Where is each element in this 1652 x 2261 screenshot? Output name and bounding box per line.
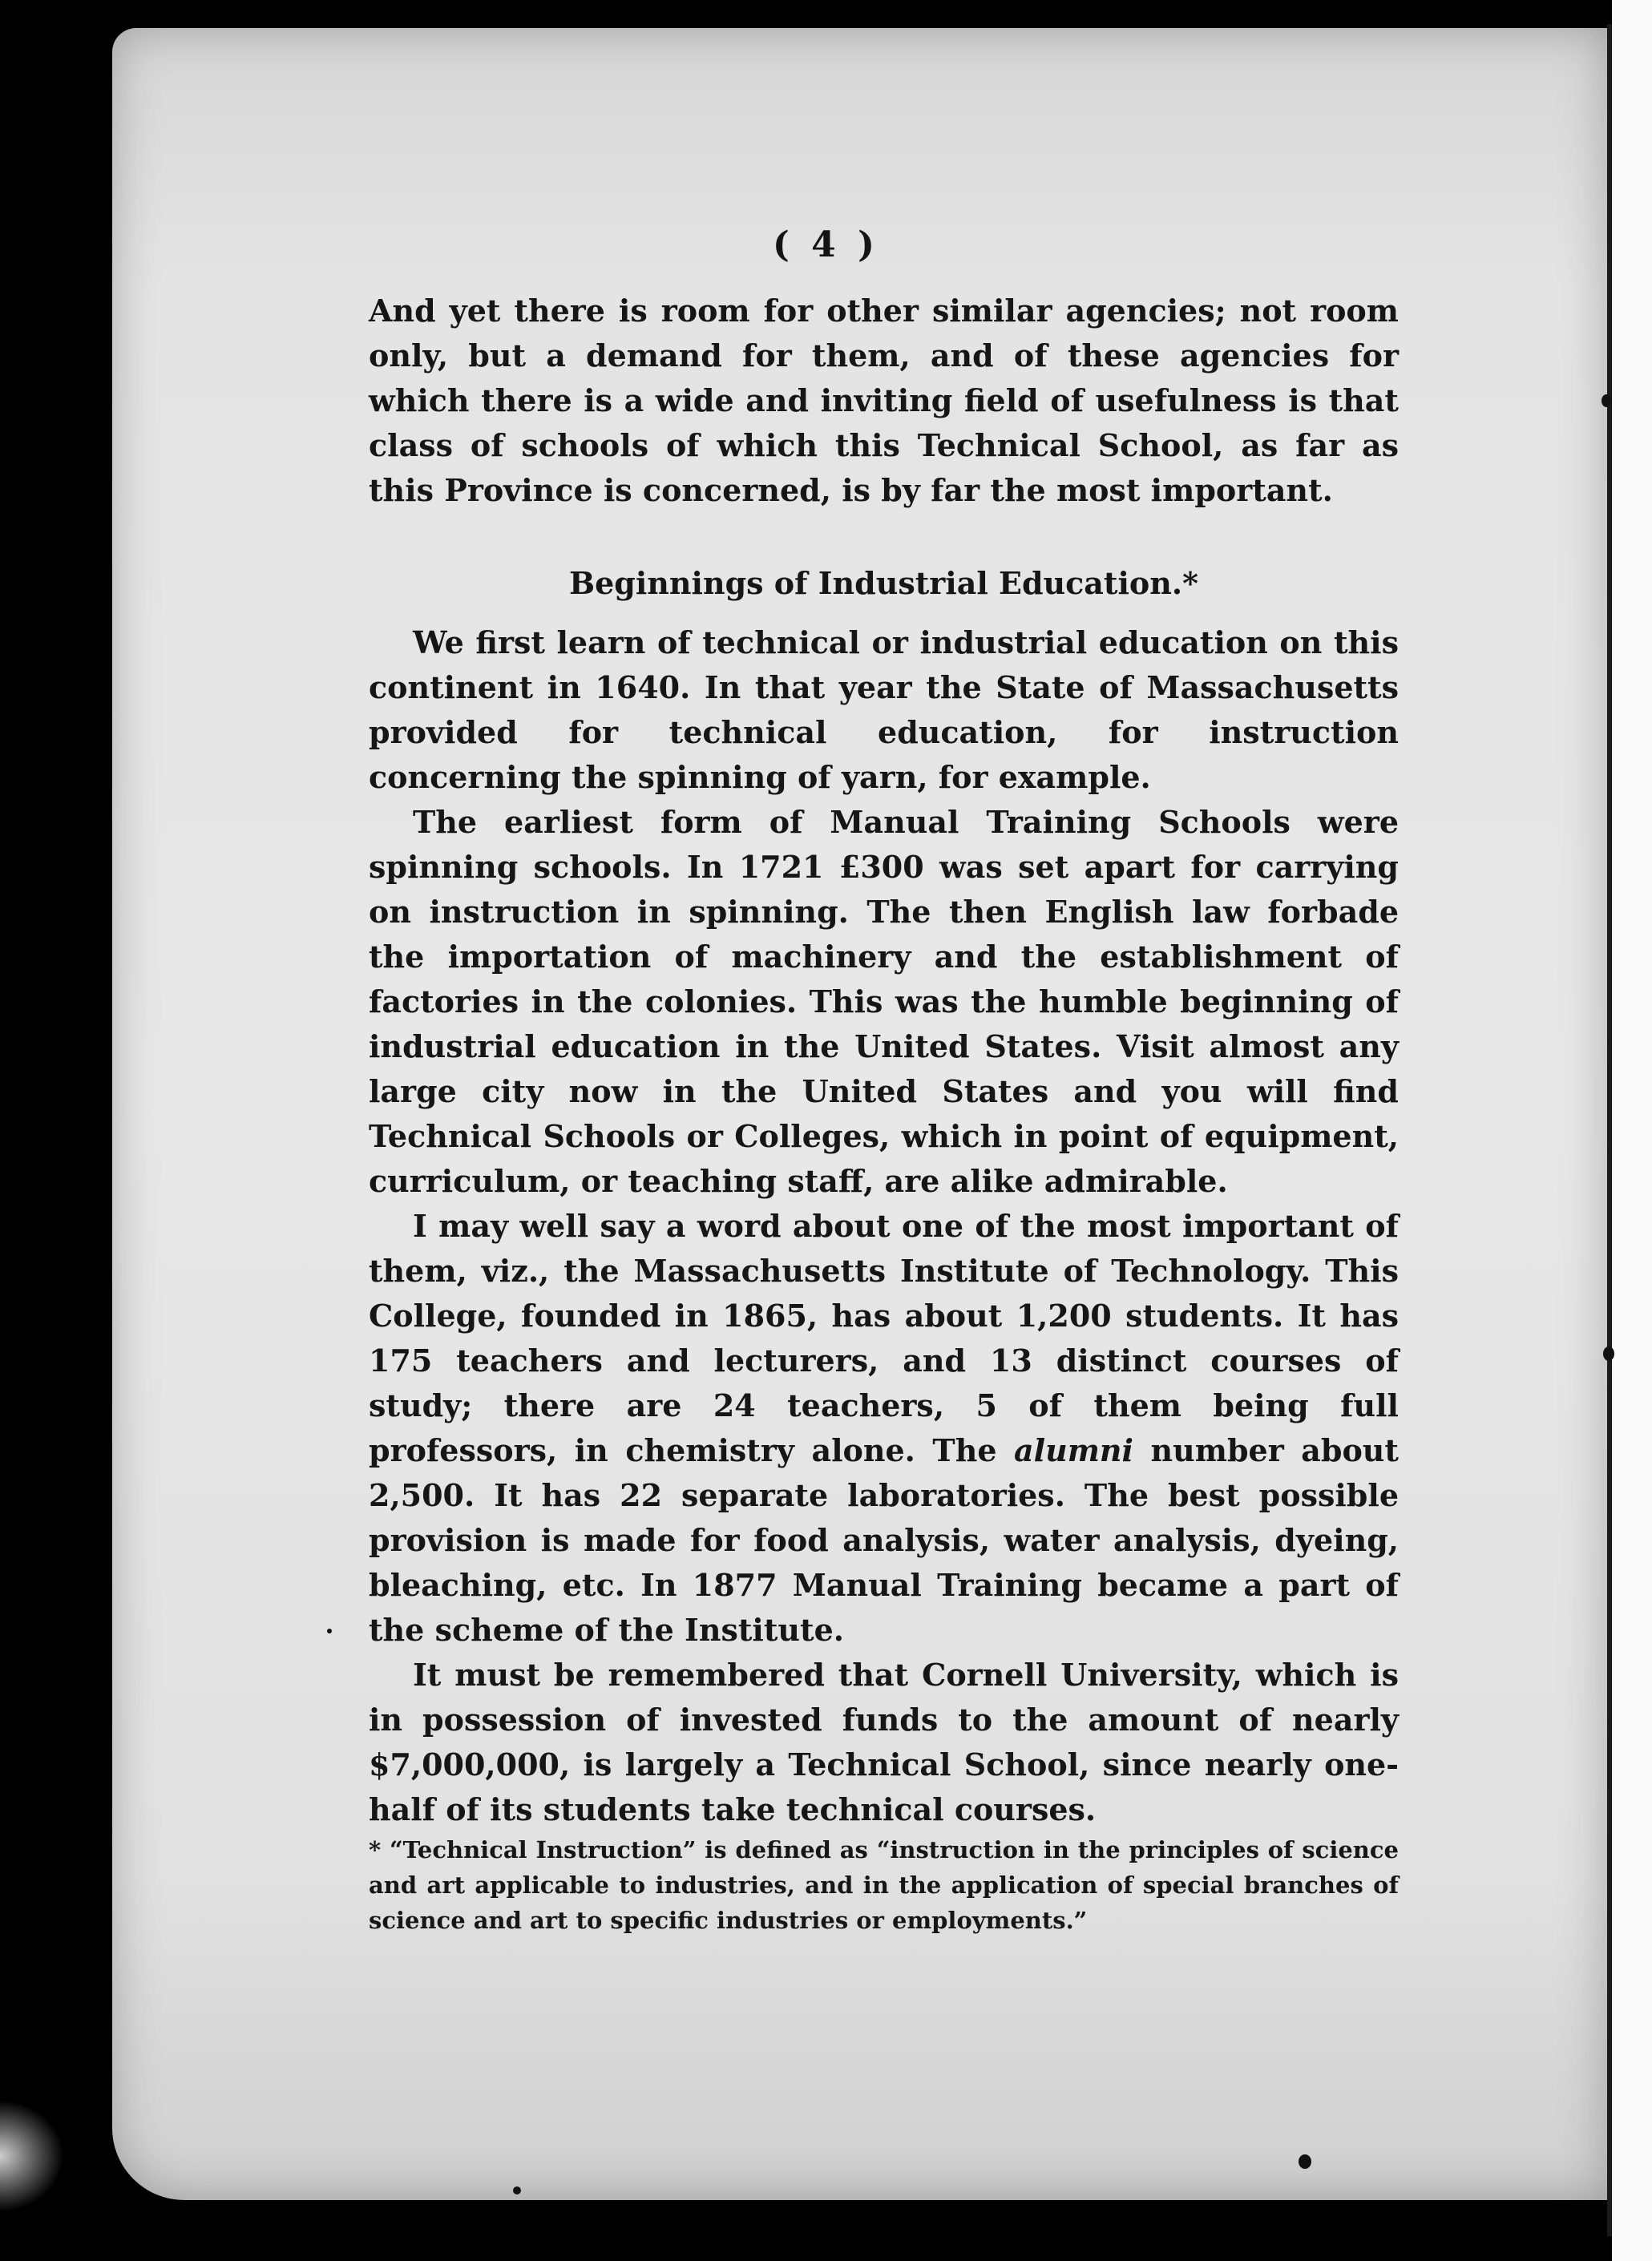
body-text <box>369 289 1399 1938</box>
intro-paragraph: And yet there is room for other similar agencies; not room only, but a demand for them, and of these agencies for which there is a wide and inviting field of usefulness is that class of schools of which this Technical School, as far as this Province is concerned, is by far the most important. <box>369 293 1399 508</box>
paragraph-cornell: It must be remembered that Cornell University, which is in possession of invested funds to the amount of nearly $7,000,000, is largely a Technical School, since nearly one-half of its students take technical courses. <box>369 1657 1399 1827</box>
ink-speck <box>513 2186 521 2194</box>
ink-speck <box>1299 2154 1311 2169</box>
ink-speck <box>327 1629 332 1633</box>
ink-speck <box>1602 394 1611 407</box>
mit-text-start: I may well say a word about one of the most important of them, viz., the Massachusetts Institute of Technology. This College, founded in 1865, has about 1,200 students. It has 175 teachers and lecturers, and 13 distinct courses of study; there are 24 teachers, 5 of them being full professors, in chemistry alone. The <box>369 1208 1399 1468</box>
mit-text-end: number about 2,500. It has 22 separate laboratories. The best possible provision is made for food analysis, water analysis, dyeing, bleaching, etc. In 1877 Manual Training became a part of the scheme of the Institute. <box>369 1432 1399 1648</box>
ink-speck <box>1603 1347 1614 1361</box>
section-heading: Beginnings of Industrial Education.* <box>568 565 1198 601</box>
scan-glare <box>0 2100 64 2212</box>
page-edge-strip <box>1612 0 1652 2261</box>
footnote: * “Technical Instruction” is defined as “instruction in the principles of science and art applicable to industries, and in the application of special branches of science and art to specific industries or employments.” <box>369 1836 1399 1934</box>
paragraph-spinning-schools: The earliest form of Manual Training Schools were spinning schools. In 1721 £300 was set apart for carrying on instruction in spinning. The then English law forbade the importation of machinery and the establishment of factories in the colonies. This was the humble beginning of industrial education in the United States. Visit almost any large city now in the United States and you will find Technical Schools or Colleges, which in point of equipment, curriculum, or teaching staff, are alike admirable. <box>369 804 1399 1199</box>
paragraph-1640: We first learn of technical or industrial education on this continent in 1640. In that year the State of Massachusetts provided for technical education, for instruction concerning the spinning of yarn, for example. <box>369 624 1399 795</box>
paragraph-mit <box>369 1204 1399 1653</box>
page-number: ( 4 ) <box>773 224 879 265</box>
alumni-word: alumni <box>1014 1432 1133 1468</box>
